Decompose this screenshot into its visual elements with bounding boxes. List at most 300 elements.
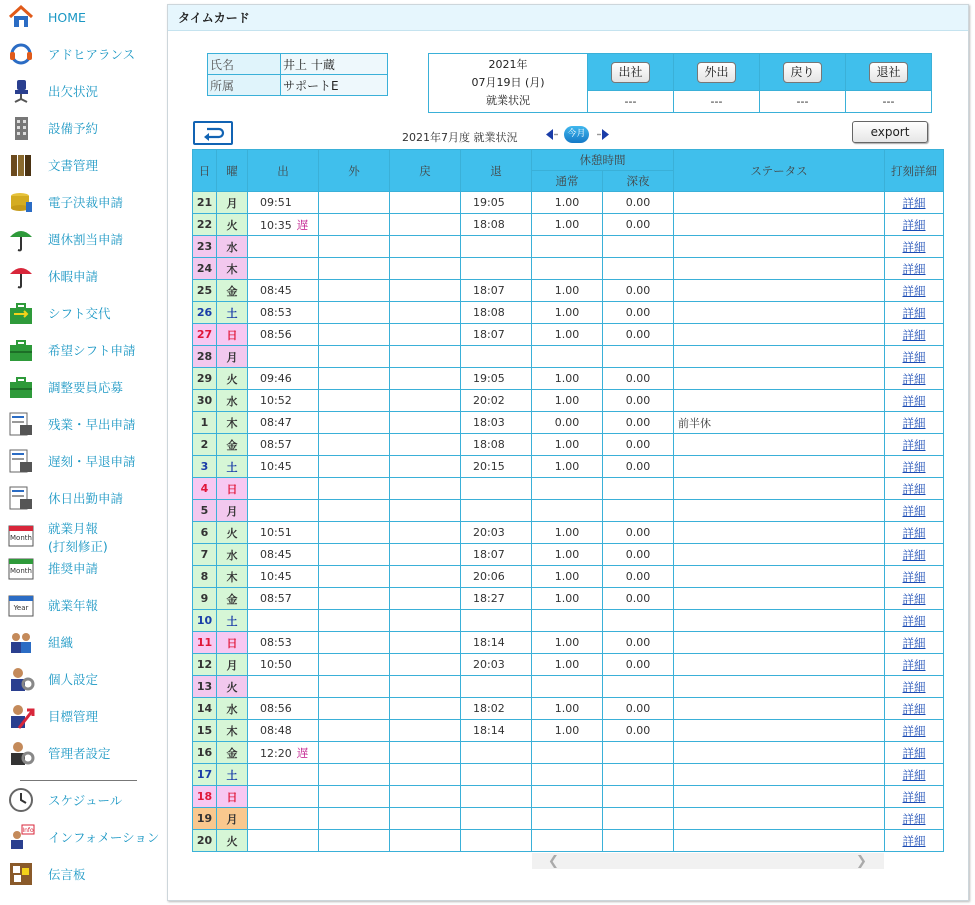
cell-status — [674, 324, 885, 346]
sidebar-item-label — [48, 268, 98, 286]
dept-value: サポートE — [281, 75, 388, 96]
organization-icon — [7, 628, 35, 656]
cell-leave — [461, 478, 532, 500]
table-row — [193, 302, 944, 324]
detail-link[interactable]: 詳細 — [902, 437, 926, 452]
cell-break-normal: 1.00 — [532, 192, 603, 214]
cell-detail — [885, 478, 944, 500]
cell-detail — [885, 676, 944, 698]
cell-dow: 金 — [217, 280, 248, 302]
cell-status — [674, 346, 885, 368]
cell-out — [319, 544, 390, 566]
detail-link[interactable]: 詳細 — [902, 679, 926, 694]
detail-link[interactable]: 詳細 — [902, 569, 926, 584]
cell-detail — [885, 588, 944, 610]
cell-back — [390, 214, 461, 236]
detail-link[interactable]: 詳細 — [902, 371, 926, 386]
cell-status — [674, 302, 885, 324]
cell-break-normal: 0.00 — [532, 412, 603, 434]
umbrella-green-icon — [7, 225, 35, 253]
table-row — [193, 786, 944, 808]
cell-day: 20 — [193, 830, 217, 852]
sidebar-item-label-text: 残業・早出申請 — [48, 417, 136, 432]
table-row — [193, 280, 944, 302]
sidebar-item-label — [48, 157, 98, 175]
sidebar-item-7[interactable] — [0, 259, 168, 295]
detail-link[interactable]: 詳細 — [902, 635, 926, 650]
cell-break-normal — [532, 500, 603, 522]
cell-day: 21 — [193, 192, 217, 214]
cell-break-normal — [532, 610, 603, 632]
chair-icon — [7, 77, 35, 105]
sidebar-item-label — [48, 490, 123, 508]
next-arrow-icon — [595, 127, 613, 142]
cell-out — [319, 808, 390, 830]
detail-link[interactable]: 詳細 — [902, 415, 926, 430]
table-row — [193, 830, 944, 852]
detail-link[interactable]: 詳細 — [902, 811, 926, 826]
sidebar — [0, 0, 168, 905]
cell-break-normal — [532, 742, 603, 764]
cell-dow: 木 — [217, 412, 248, 434]
sidebar-item-label — [48, 83, 98, 101]
cell-out — [319, 434, 390, 456]
table-row — [193, 478, 944, 500]
status-caption: 就業状況 — [486, 94, 530, 107]
cell-detail — [885, 412, 944, 434]
detail-link[interactable]: 詳細 — [902, 393, 926, 408]
cell-back — [390, 192, 461, 214]
cell-back — [390, 830, 461, 852]
cell-in — [248, 302, 319, 324]
cell-status — [674, 764, 885, 786]
cell-dow: 火 — [217, 830, 248, 852]
cell-leave: 19:05 — [461, 368, 532, 390]
cell-break-night — [603, 500, 674, 522]
cell-back — [390, 764, 461, 786]
header-leave: 退 — [461, 150, 532, 192]
cell-in — [248, 390, 319, 412]
cell-leave — [461, 786, 532, 808]
clock-in-time: 08:47 — [260, 416, 292, 429]
sidebar-item-label — [48, 708, 98, 726]
go-out-button[interactable]: 外出 — [697, 62, 735, 83]
clock-in-time: 10:45 — [260, 570, 292, 583]
cell-out — [319, 742, 390, 764]
sidebar-item-label-text: 推奨申請 — [48, 561, 99, 576]
horizontal-scrollbar[interactable] — [532, 853, 884, 869]
clock-out-button[interactable]: 退社 — [869, 62, 907, 83]
detail-link[interactable]: 詳細 — [902, 613, 926, 628]
cell-leave: 20:03 — [461, 654, 532, 676]
sidebar-item-2[interactable] — [0, 74, 168, 110]
sidebar-item-label-text: 遅刻・早退申請 — [48, 454, 136, 469]
detail-link[interactable]: 詳細 — [902, 767, 926, 782]
cell-status — [674, 500, 885, 522]
clock-in-button[interactable]: 出社 — [611, 62, 649, 83]
cell-detail — [885, 610, 944, 632]
cell-status — [674, 808, 885, 830]
table-row — [193, 632, 944, 654]
detail-link[interactable]: 詳細 — [902, 525, 926, 540]
table-row — [193, 324, 944, 346]
cell-dow: 金 — [217, 742, 248, 764]
cell-status — [674, 236, 885, 258]
cell-detail — [885, 764, 944, 786]
cell-status — [674, 588, 885, 610]
cell-in — [248, 720, 319, 742]
cell-detail — [885, 302, 944, 324]
late-mark: 遅 — [296, 745, 309, 760]
briefcase-icon — [7, 373, 35, 401]
cell-leave: 18:07 — [461, 324, 532, 346]
work-status-box — [428, 53, 932, 113]
table-row — [193, 390, 944, 412]
detail-link[interactable]: 詳細 — [902, 657, 926, 672]
cell-dow: 金 — [217, 434, 248, 456]
cell-break-normal: 1.00 — [532, 720, 603, 742]
sidebar-item-15[interactable] — [0, 551, 168, 587]
detail-link[interactable]: 詳細 — [902, 833, 926, 848]
sidebar-item-label-text: 目標管理 — [48, 709, 99, 724]
clock-icon — [7, 786, 35, 814]
table-row — [193, 610, 944, 632]
table-row — [193, 412, 944, 434]
sidebar-item-0[interactable] — [0, 0, 168, 36]
cell-detail — [885, 786, 944, 808]
prev-month-button[interactable] — [542, 127, 560, 142]
timecard-panel — [167, 4, 969, 901]
table-row — [193, 742, 944, 764]
cell-break-normal — [532, 346, 603, 368]
cell-leave: 18:27 — [461, 588, 532, 610]
back-button[interactable] — [193, 121, 233, 145]
cell-day: 25 — [193, 280, 217, 302]
detail-link[interactable]: 詳細 — [902, 305, 926, 320]
detail-link[interactable]: 詳細 — [902, 723, 926, 738]
sidebar-item-12[interactable] — [0, 444, 168, 480]
cell-back — [390, 280, 461, 302]
detail-link[interactable]: 詳細 — [902, 283, 926, 298]
sidebar-item-6[interactable] — [0, 222, 168, 258]
clock-out-value: --- — [846, 91, 932, 113]
detail-link[interactable]: 詳細 — [902, 789, 926, 804]
cell-break-night — [603, 830, 674, 852]
cell-day: 18 — [193, 786, 217, 808]
cell-leave — [461, 500, 532, 522]
cell-status: 前半休 — [674, 412, 885, 434]
cell-status — [674, 830, 885, 852]
cell-day: 22 — [193, 214, 217, 236]
table-row — [193, 764, 944, 786]
cell-break-night — [603, 478, 674, 500]
sidebar-item-label — [48, 120, 98, 138]
cell-break-normal: 1.00 — [532, 456, 603, 478]
cell-dow: 水 — [217, 390, 248, 412]
cell-in — [248, 456, 319, 478]
sidebar-item-label-text: インフォメーション — [48, 830, 160, 845]
clock-in-time: 10:45 — [260, 460, 292, 473]
cell-break-night: 0.00 — [603, 720, 674, 742]
cell-detail — [885, 214, 944, 236]
sidebar-item-1[interactable] — [0, 37, 168, 73]
export-button[interactable]: export — [852, 121, 928, 143]
cell-day: 27 — [193, 324, 217, 346]
cell-detail — [885, 544, 944, 566]
cell-detail — [885, 720, 944, 742]
detail-link[interactable]: 詳細 — [902, 745, 926, 760]
detail-link[interactable]: 詳細 — [902, 459, 926, 474]
cell-break-night: 0.00 — [603, 698, 674, 720]
sidebar-item-10[interactable] — [0, 370, 168, 406]
books-icon — [7, 151, 35, 179]
cell-status — [674, 214, 885, 236]
coins-icon — [7, 188, 35, 216]
return-button[interactable]: 戻り — [783, 62, 821, 83]
cell-back — [390, 324, 461, 346]
cell-out — [319, 632, 390, 654]
information-icon — [7, 823, 35, 851]
detail-link[interactable]: 詳細 — [902, 327, 926, 342]
cell-out — [319, 830, 390, 852]
sidebar-item-label — [48, 231, 123, 249]
sidebar-item-3[interactable] — [0, 111, 168, 147]
sidebar-item-label-text: 休暇申請 — [48, 269, 99, 284]
cell-status — [674, 280, 885, 302]
prev-arrow-icon — [542, 127, 560, 142]
cell-status — [674, 522, 885, 544]
panel-title: タイムカード — [168, 5, 968, 31]
cell-in — [248, 698, 319, 720]
cell-back — [390, 742, 461, 764]
sidebar-item-11[interactable] — [0, 407, 168, 443]
table-row — [193, 236, 944, 258]
clock-in-time: 08:45 — [260, 548, 292, 561]
detail-link[interactable]: 詳細 — [902, 503, 926, 518]
sidebar-item-9[interactable] — [0, 333, 168, 369]
cell-detail — [885, 368, 944, 390]
detail-link[interactable]: 詳細 — [902, 349, 926, 364]
cell-status — [674, 654, 885, 676]
cell-out — [319, 236, 390, 258]
cell-break-night — [603, 236, 674, 258]
cell-status — [674, 698, 885, 720]
cell-break-normal: 1.00 — [532, 632, 603, 654]
cell-dow: 日 — [217, 632, 248, 654]
detail-link[interactable]: 詳細 — [902, 701, 926, 716]
header-back: 戻 — [390, 150, 461, 192]
clock-in-cell — [588, 54, 674, 91]
cell-dow: 木 — [217, 720, 248, 742]
table-row — [193, 720, 944, 742]
cell-break-normal: 1.00 — [532, 390, 603, 412]
cell-out — [319, 456, 390, 478]
cell-out — [319, 588, 390, 610]
cell-break-normal — [532, 258, 603, 280]
form-icon — [7, 410, 35, 438]
detail-link[interactable]: 詳細 — [902, 195, 926, 210]
cell-day: 17 — [193, 764, 217, 786]
cell-back — [390, 654, 461, 676]
detail-link[interactable]: 詳細 — [902, 261, 926, 276]
message-board-icon — [7, 860, 35, 888]
cell-back — [390, 698, 461, 720]
svg-text:Month: Month — [10, 534, 32, 542]
cell-out — [319, 522, 390, 544]
status-year: 2021年 — [488, 58, 528, 71]
sidebar-item-8[interactable] — [0, 296, 168, 332]
cell-detail — [885, 522, 944, 544]
cell-dow: 月 — [217, 500, 248, 522]
cell-day: 6 — [193, 522, 217, 544]
cell-status — [674, 390, 885, 412]
cell-break-night: 0.00 — [603, 654, 674, 676]
sidebar-item-label — [48, 866, 86, 884]
cell-dow: 日 — [217, 786, 248, 808]
cell-leave — [461, 676, 532, 698]
cell-in — [248, 522, 319, 544]
cell-in — [248, 544, 319, 566]
table-row — [193, 698, 944, 720]
sidebar-item-4[interactable] — [0, 148, 168, 184]
scroll-right-icon[interactable]: ❯ — [856, 854, 867, 869]
cell-leave — [461, 830, 532, 852]
cell-detail — [885, 236, 944, 258]
cell-break-normal — [532, 786, 603, 808]
cell-break-night — [603, 764, 674, 786]
cell-break-normal — [532, 236, 603, 258]
cell-in — [248, 566, 319, 588]
table-row — [193, 544, 944, 566]
table-row — [193, 808, 944, 830]
cell-day: 19 — [193, 808, 217, 830]
sidebar-item-label — [48, 342, 136, 360]
cell-back — [390, 236, 461, 258]
sidebar-item-label — [48, 194, 123, 212]
timecard-body — [193, 192, 944, 852]
cell-break-night: 0.00 — [603, 324, 674, 346]
table-row — [193, 434, 944, 456]
cell-status — [674, 786, 885, 808]
sidebar-item-19[interactable] — [0, 699, 168, 735]
cell-leave: 18:07 — [461, 280, 532, 302]
cell-in — [248, 742, 319, 764]
header-out: 外 — [319, 150, 390, 192]
cell-in — [248, 214, 319, 236]
sidebar-item-14[interactable] — [0, 518, 168, 554]
detail-link[interactable]: 詳細 — [902, 481, 926, 496]
header-status: ステータス — [674, 150, 885, 192]
detail-link[interactable]: 詳細 — [902, 217, 926, 232]
sidebar-item-17[interactable] — [0, 625, 168, 661]
month-caption: 2021年7月度 就業状況 — [402, 131, 518, 144]
sidebar-item-23[interactable] — [0, 857, 168, 893]
sidebar-item-label — [48, 560, 98, 578]
cell-dow: 日 — [217, 324, 248, 346]
cell-break-normal: 1.00 — [532, 302, 603, 324]
sidebar-item-18[interactable] — [0, 662, 168, 698]
cell-day: 24 — [193, 258, 217, 280]
sidebar-item-label-text: 就業月報 — [48, 521, 99, 536]
cell-out — [319, 500, 390, 522]
table-row — [193, 456, 944, 478]
cell-break-night: 0.00 — [603, 566, 674, 588]
detail-link[interactable]: 詳細 — [902, 547, 926, 562]
go-out-value: --- — [674, 91, 760, 113]
cell-break-night — [603, 346, 674, 368]
cell-break-normal: 1.00 — [532, 368, 603, 390]
cell-back — [390, 500, 461, 522]
cell-detail — [885, 500, 944, 522]
sidebar-item-label — [48, 9, 86, 27]
cell-detail — [885, 258, 944, 280]
cell-leave: 18:14 — [461, 632, 532, 654]
sidebar-item-22[interactable] — [0, 820, 168, 856]
cell-dow: 日 — [217, 478, 248, 500]
scroll-left-icon[interactable]: ❮ — [548, 854, 559, 869]
go-out-cell — [674, 54, 760, 91]
clock-out-cell — [846, 54, 932, 91]
cell-status — [674, 676, 885, 698]
cell-in — [248, 192, 319, 214]
cell-in — [248, 368, 319, 390]
sidebar-item-label-text: HOME — [48, 10, 86, 25]
sidebar-item-label-text: 設備予約 — [48, 121, 99, 136]
cell-break-night: 0.00 — [603, 588, 674, 610]
cell-day: 10 — [193, 610, 217, 632]
this-month-button[interactable]: 今月 — [564, 126, 589, 143]
form-icon — [7, 447, 35, 475]
detail-link[interactable]: 詳細 — [902, 591, 926, 606]
home-icon — [7, 3, 35, 31]
cell-break-normal: 1.00 — [532, 280, 603, 302]
cell-back — [390, 610, 461, 632]
dept-label: 所属 — [208, 75, 281, 96]
cell-in — [248, 236, 319, 258]
detail-link[interactable]: 詳細 — [902, 239, 926, 254]
status-date-cell — [429, 54, 588, 113]
cell-out — [319, 192, 390, 214]
cell-leave — [461, 346, 532, 368]
sidebar-item-label-text: 電子決裁申請 — [48, 195, 124, 210]
sidebar-item-16[interactable] — [0, 588, 168, 624]
cell-out — [319, 698, 390, 720]
sidebar-item-label-text: 出欠状況 — [48, 84, 99, 99]
cell-detail — [885, 280, 944, 302]
next-month-button[interactable] — [595, 127, 613, 142]
cell-out — [319, 764, 390, 786]
cell-in — [248, 258, 319, 280]
clock-in-time: 08:57 — [260, 438, 292, 451]
cell-dow: 火 — [217, 214, 248, 236]
cell-dow: 水 — [217, 544, 248, 566]
cell-break-night: 0.00 — [603, 522, 674, 544]
cell-leave: 19:05 — [461, 192, 532, 214]
sidebar-item-21[interactable] — [0, 783, 168, 819]
sidebar-item-label — [48, 379, 123, 397]
cell-back — [390, 522, 461, 544]
sidebar-item-20[interactable] — [0, 736, 168, 772]
clock-in-time: 08:57 — [260, 592, 292, 605]
sidebar-item-5[interactable] — [0, 185, 168, 221]
cell-out — [319, 478, 390, 500]
sidebar-item-13[interactable] — [0, 481, 168, 517]
clock-in-time: 10:51 — [260, 526, 292, 539]
cell-back — [390, 566, 461, 588]
table-row — [193, 346, 944, 368]
cell-leave: 18:14 — [461, 720, 532, 742]
cell-back — [390, 720, 461, 742]
